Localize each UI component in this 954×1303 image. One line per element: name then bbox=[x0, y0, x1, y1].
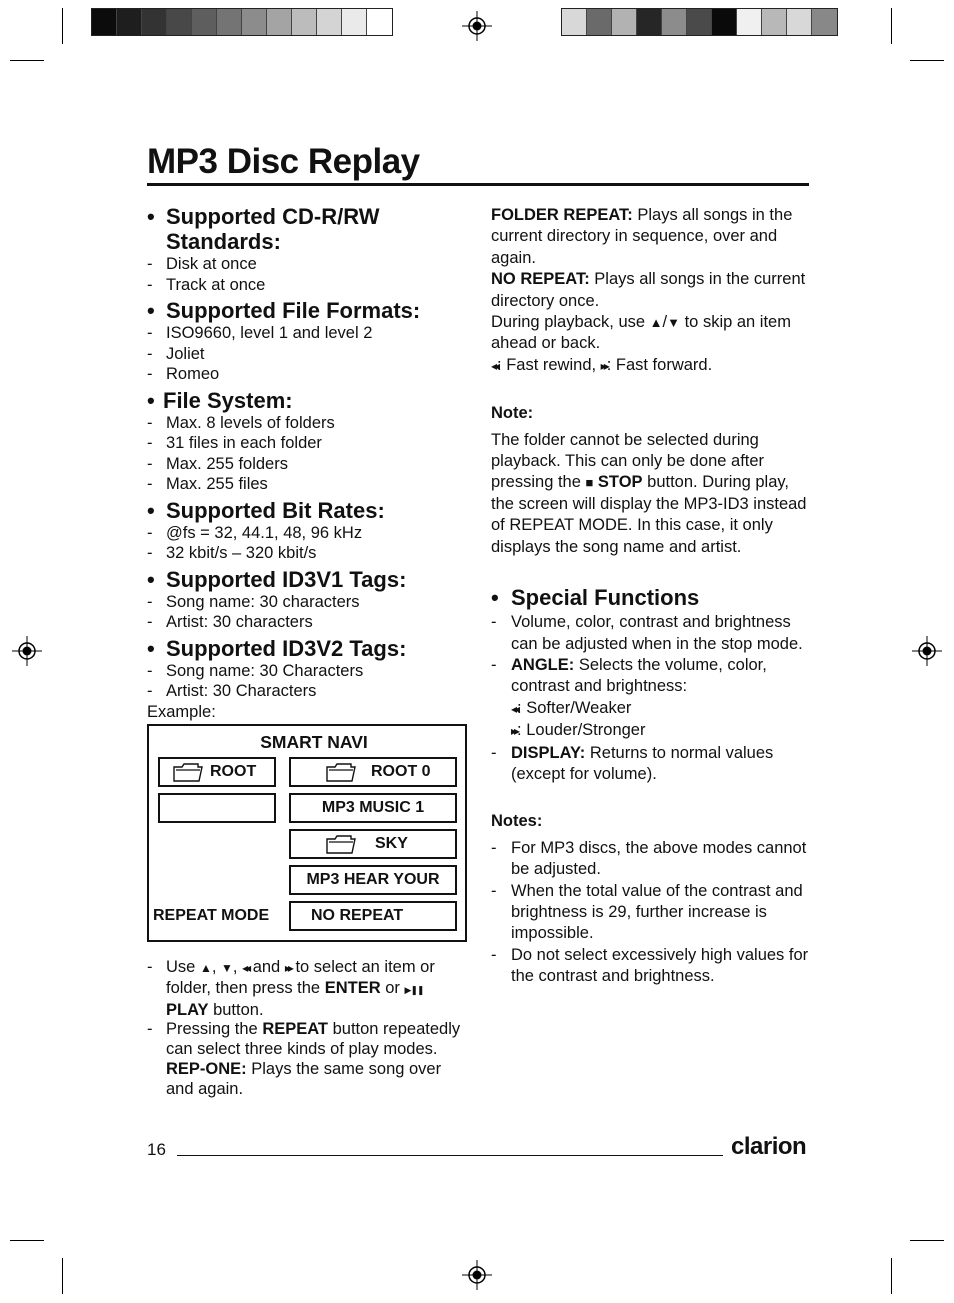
stop-icon: ■ bbox=[585, 475, 594, 491]
list-item: - Use ▲, ▼, ◂◂ and ▸▸ to select an item or folder, then press the ENTER or ▶❚❚ PLAY button. bbox=[147, 958, 435, 1019]
list-item: - Pressing the REPEAT button repeatedly can select three kinds of play modes. REP-ONE: Plays the same song over and again. bbox=[147, 1020, 461, 1098]
navi-root-right-box bbox=[289, 757, 457, 787]
list-item: - Volume, color, contrast and brightness can be adjusted when in the stop mode. bbox=[491, 613, 803, 653]
navi-root-right-label: ROOT 0 bbox=[371, 763, 431, 780]
rewind-icon: ◂◂ bbox=[242, 961, 249, 975]
heading-text: File System: bbox=[163, 387, 293, 413]
list-item: - 31 files in each folder bbox=[147, 434, 322, 452]
footer-rule bbox=[177, 1155, 723, 1156]
play-pause-icon: ▶❚❚ bbox=[404, 984, 424, 995]
color-swatch bbox=[737, 9, 762, 35]
list-id3v1-tags bbox=[147, 592, 467, 633]
color-swatch bbox=[342, 9, 367, 35]
fast-forward-icon: ▸▸ bbox=[511, 724, 518, 739]
navi-root-left-box bbox=[158, 757, 276, 787]
crop-mark bbox=[62, 1258, 63, 1294]
color-swatch bbox=[812, 9, 837, 35]
bullet: • bbox=[147, 566, 155, 592]
fast-forward-icon: ▸▸ bbox=[284, 961, 291, 975]
color-swatch bbox=[267, 9, 292, 35]
list-item: - Song name: 30 characters bbox=[147, 592, 360, 611]
list-item: - Disk at once bbox=[147, 255, 257, 273]
special-functions-heading: • Special Functions bbox=[491, 585, 700, 611]
list-item: - Song name: 30 Characters bbox=[147, 661, 364, 680]
color-swatch bbox=[637, 9, 662, 35]
note-heading: Note: bbox=[491, 404, 534, 423]
list-cdr-standards bbox=[147, 254, 467, 295]
smart-navi-title: SMART NAVI bbox=[260, 732, 368, 752]
list-item: - Max. 255 folders bbox=[147, 454, 288, 473]
left-column bbox=[147, 203, 467, 722]
list-file-system bbox=[147, 413, 467, 495]
color-swatch bbox=[612, 9, 637, 35]
right-column bbox=[491, 205, 811, 988]
color-swatch bbox=[662, 9, 687, 35]
heading-text: Supported CD-R/RW Standards: bbox=[166, 204, 380, 254]
navi-music-box bbox=[289, 793, 457, 823]
up-arrow-icon: ▲ bbox=[649, 315, 663, 331]
color-swatch bbox=[242, 9, 267, 35]
folder-icon bbox=[325, 835, 357, 854]
list-item: - Romeo bbox=[147, 365, 220, 383]
navi-empty-box bbox=[158, 793, 276, 823]
notes-heading: Notes: bbox=[491, 812, 543, 831]
list-item: - Max. 255 files bbox=[147, 475, 268, 493]
brand-logo: clarion bbox=[731, 1133, 807, 1160]
section-heading-id3v2-tags bbox=[147, 636, 467, 661]
list-item: - Artist: 30 characters bbox=[147, 613, 313, 631]
rewind-icon: ◂◂ bbox=[491, 358, 498, 373]
list-item: - Track at once bbox=[147, 275, 266, 294]
note-paragraph: The folder cannot be selected during playback. This can only be done after pressing the ■ STOP button. During play, the screen will display the MP3-ID3 instead of REPEAT MODE. In this case, it only displays the song name and artist. bbox=[491, 430, 807, 556]
color-swatch bbox=[142, 9, 167, 35]
navi-hear-box bbox=[289, 865, 457, 895]
folder-icon bbox=[172, 763, 204, 782]
color-swatch bbox=[117, 9, 142, 35]
crop-mark bbox=[10, 60, 44, 61]
navi-root-left-label: ROOT bbox=[210, 763, 257, 780]
no-repeat-paragraph: NO REPEAT: Plays all songs in the current directory once. bbox=[491, 270, 806, 310]
list-item: - Max. 8 levels of folders bbox=[147, 413, 335, 432]
bullet: • bbox=[147, 497, 155, 523]
navi-repeat-value: NO REPEAT bbox=[311, 907, 404, 924]
list-item: - For MP3 discs, the above modes cannot be adjusted. bbox=[491, 838, 807, 879]
bullet: • bbox=[147, 204, 155, 229]
navi-sky-box bbox=[289, 829, 457, 859]
list-item: - @fs = 32, 44.1, 48, 96 kHz bbox=[147, 523, 363, 542]
page-number: 16 bbox=[147, 1140, 166, 1159]
folder-repeat-paragraph: FOLDER REPEAT: Plays all songs in the current directory in sequence, over and again. bbox=[491, 206, 793, 267]
bullet: • bbox=[491, 585, 499, 611]
registration-mark-icon bbox=[912, 636, 942, 666]
left-instructions bbox=[147, 958, 467, 1100]
list-id3v2-tags bbox=[147, 661, 467, 702]
heading-text: Supported File Formats: bbox=[166, 298, 421, 323]
navi-repeat-mode-label: REPEAT MODE bbox=[153, 907, 270, 924]
bullet: • bbox=[147, 298, 155, 323]
section-heading-file-formats bbox=[147, 298, 467, 323]
list-file-formats bbox=[147, 323, 467, 385]
crop-mark bbox=[891, 8, 892, 44]
section-heading-cdr-standards bbox=[147, 204, 467, 254]
color-swatch bbox=[562, 9, 587, 35]
navi-repeat-box bbox=[289, 901, 457, 931]
color-swatch bbox=[292, 9, 317, 35]
list-item: - ISO9660, level 1 and level 2 bbox=[147, 324, 373, 342]
list-item: - Artist: 30 Characters bbox=[147, 682, 317, 700]
color-swatch bbox=[367, 9, 392, 35]
page-title: MP3 Disc Replay bbox=[147, 142, 420, 181]
fast-forward-icon: ▸▸ bbox=[600, 358, 607, 373]
color-swatch bbox=[167, 9, 192, 35]
color-swatch bbox=[712, 9, 737, 35]
color-swatch bbox=[217, 9, 242, 35]
title-rule bbox=[147, 183, 809, 186]
list-item: - Joliet bbox=[147, 344, 205, 363]
right-color-swatches bbox=[561, 8, 838, 36]
bullet: • bbox=[147, 387, 155, 413]
list-item: - When the total value of the contrast and brightness is 29, further increase is impossible. bbox=[491, 881, 803, 943]
example-label: Example: bbox=[147, 702, 216, 721]
smart-navi-example bbox=[147, 724, 467, 942]
navi-music-label: MP3 MUSIC 1 bbox=[321, 799, 425, 816]
heading-text: Supported Bit Rates: bbox=[166, 497, 385, 523]
seek-paragraph: ◂◂: Fast rewind, ▸▸: Fast forward. bbox=[491, 355, 713, 374]
color-swatch bbox=[762, 9, 787, 35]
heading-text: Supported ID3V2 Tags: bbox=[166, 635, 407, 661]
color-swatch bbox=[317, 9, 342, 35]
color-swatch bbox=[787, 9, 812, 35]
bullet: • bbox=[147, 635, 155, 661]
navi-hear-label: MP3 HEAR YOUR bbox=[306, 871, 440, 888]
crop-mark bbox=[10, 1240, 44, 1241]
crop-mark bbox=[62, 8, 63, 44]
crop-mark bbox=[891, 1258, 892, 1294]
color-swatch bbox=[92, 9, 117, 35]
registration-mark-icon bbox=[462, 11, 492, 41]
section-heading-file-system bbox=[147, 388, 467, 413]
crop-mark bbox=[910, 1240, 944, 1241]
list-item: - 32 kbit/s – 320 kbit/s bbox=[147, 544, 317, 562]
left-color-swatches bbox=[91, 8, 393, 36]
section-heading-id3v1-tags bbox=[147, 567, 467, 592]
list-item: - Do not select excessively high values for the contrast and brightness. bbox=[491, 945, 809, 986]
folder-icon bbox=[325, 763, 357, 782]
list-bit-rates bbox=[147, 523, 467, 564]
skip-paragraph: During playback, use ▲/▼ to skip an item ahead or back. bbox=[491, 313, 791, 353]
heading-text: Supported ID3V1 Tags: bbox=[166, 566, 407, 592]
registration-mark-icon bbox=[462, 1260, 492, 1290]
navi-sky-label: SKY bbox=[375, 835, 408, 852]
color-swatch bbox=[687, 9, 712, 35]
list-item: - ANGLE: Selects the volume, color, contrast and brightness: ◂◂: Softer/Weaker ▸▸: Louder/Stronger bbox=[491, 655, 767, 740]
rewind-icon: ◂◂ bbox=[511, 701, 518, 716]
color-swatch bbox=[587, 9, 612, 35]
crop-mark bbox=[910, 60, 944, 61]
registration-mark-icon bbox=[12, 636, 42, 666]
list-item: - DISPLAY: Returns to normal values (except for volume). bbox=[491, 743, 774, 783]
up-arrow-icon: ▲ bbox=[199, 961, 212, 975]
color-swatch bbox=[192, 9, 217, 35]
down-arrow-icon: ▼ bbox=[221, 961, 233, 975]
section-heading-bit-rates bbox=[147, 498, 467, 523]
down-arrow-icon: ▼ bbox=[667, 315, 681, 331]
